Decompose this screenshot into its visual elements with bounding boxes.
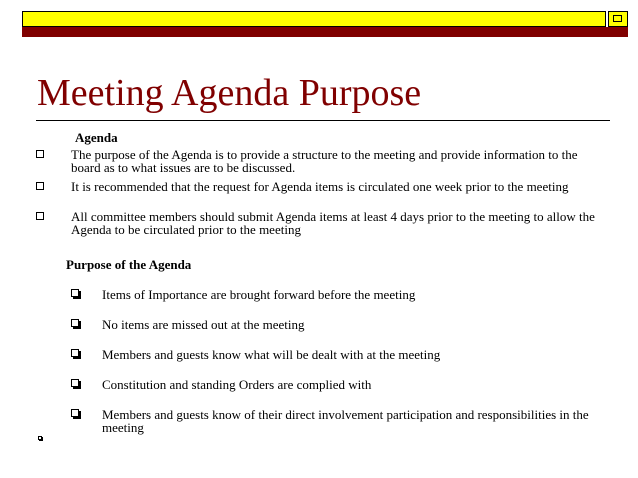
agenda-bullet-text: All committee members should submit Agenda items at least 4 days prior to the meeting to allow the Agenda to be circulated prior to the meeting [71,209,595,237]
small-square-bullet-icon [38,436,43,441]
shadowed-square-bullet-icon [71,319,81,329]
agenda-bullet-text: It is recommended that the request for Agenda items is circulated one week prior to the meeting [71,179,569,194]
title-divider [36,120,610,121]
agenda-heading: Agenda [75,130,118,145]
purpose-heading: Purpose of the Agenda [66,257,192,272]
shadowed-square-bullet-icon [71,409,81,419]
shadowed-square-bullet-icon [71,289,81,299]
purpose-bullet-text: Members and guests know of their direct involvement participation and responsibilities in the meeting [102,407,589,435]
purpose-bullet-text: Items of Importance are brought forward before the meeting [102,287,416,302]
hollow-square-bullet-icon [36,182,44,190]
purpose-bullet-text: Members and guests know what will be dealt with at the meeting [102,347,441,362]
header-bar-yellow [22,11,606,27]
slide-title: Meeting Agenda Purpose [37,72,422,114]
header-bar-red [22,27,628,37]
purpose-bullet-text: Constitution and standing Orders are complied with [102,377,372,392]
hollow-square-bullet-icon [36,150,44,158]
agenda-bullet-text: The purpose of the Agenda is to provide a structure to the meeting and provide information to the board as to what issues are to be discussed. [71,147,578,175]
purpose-bullet-text: No items are missed out at the meeting [102,317,305,332]
shadowed-square-bullet-icon [71,349,81,359]
hollow-square-bullet-icon [36,212,44,220]
shadowed-square-bullet-icon [71,379,81,389]
header-corner-box [608,11,628,27]
